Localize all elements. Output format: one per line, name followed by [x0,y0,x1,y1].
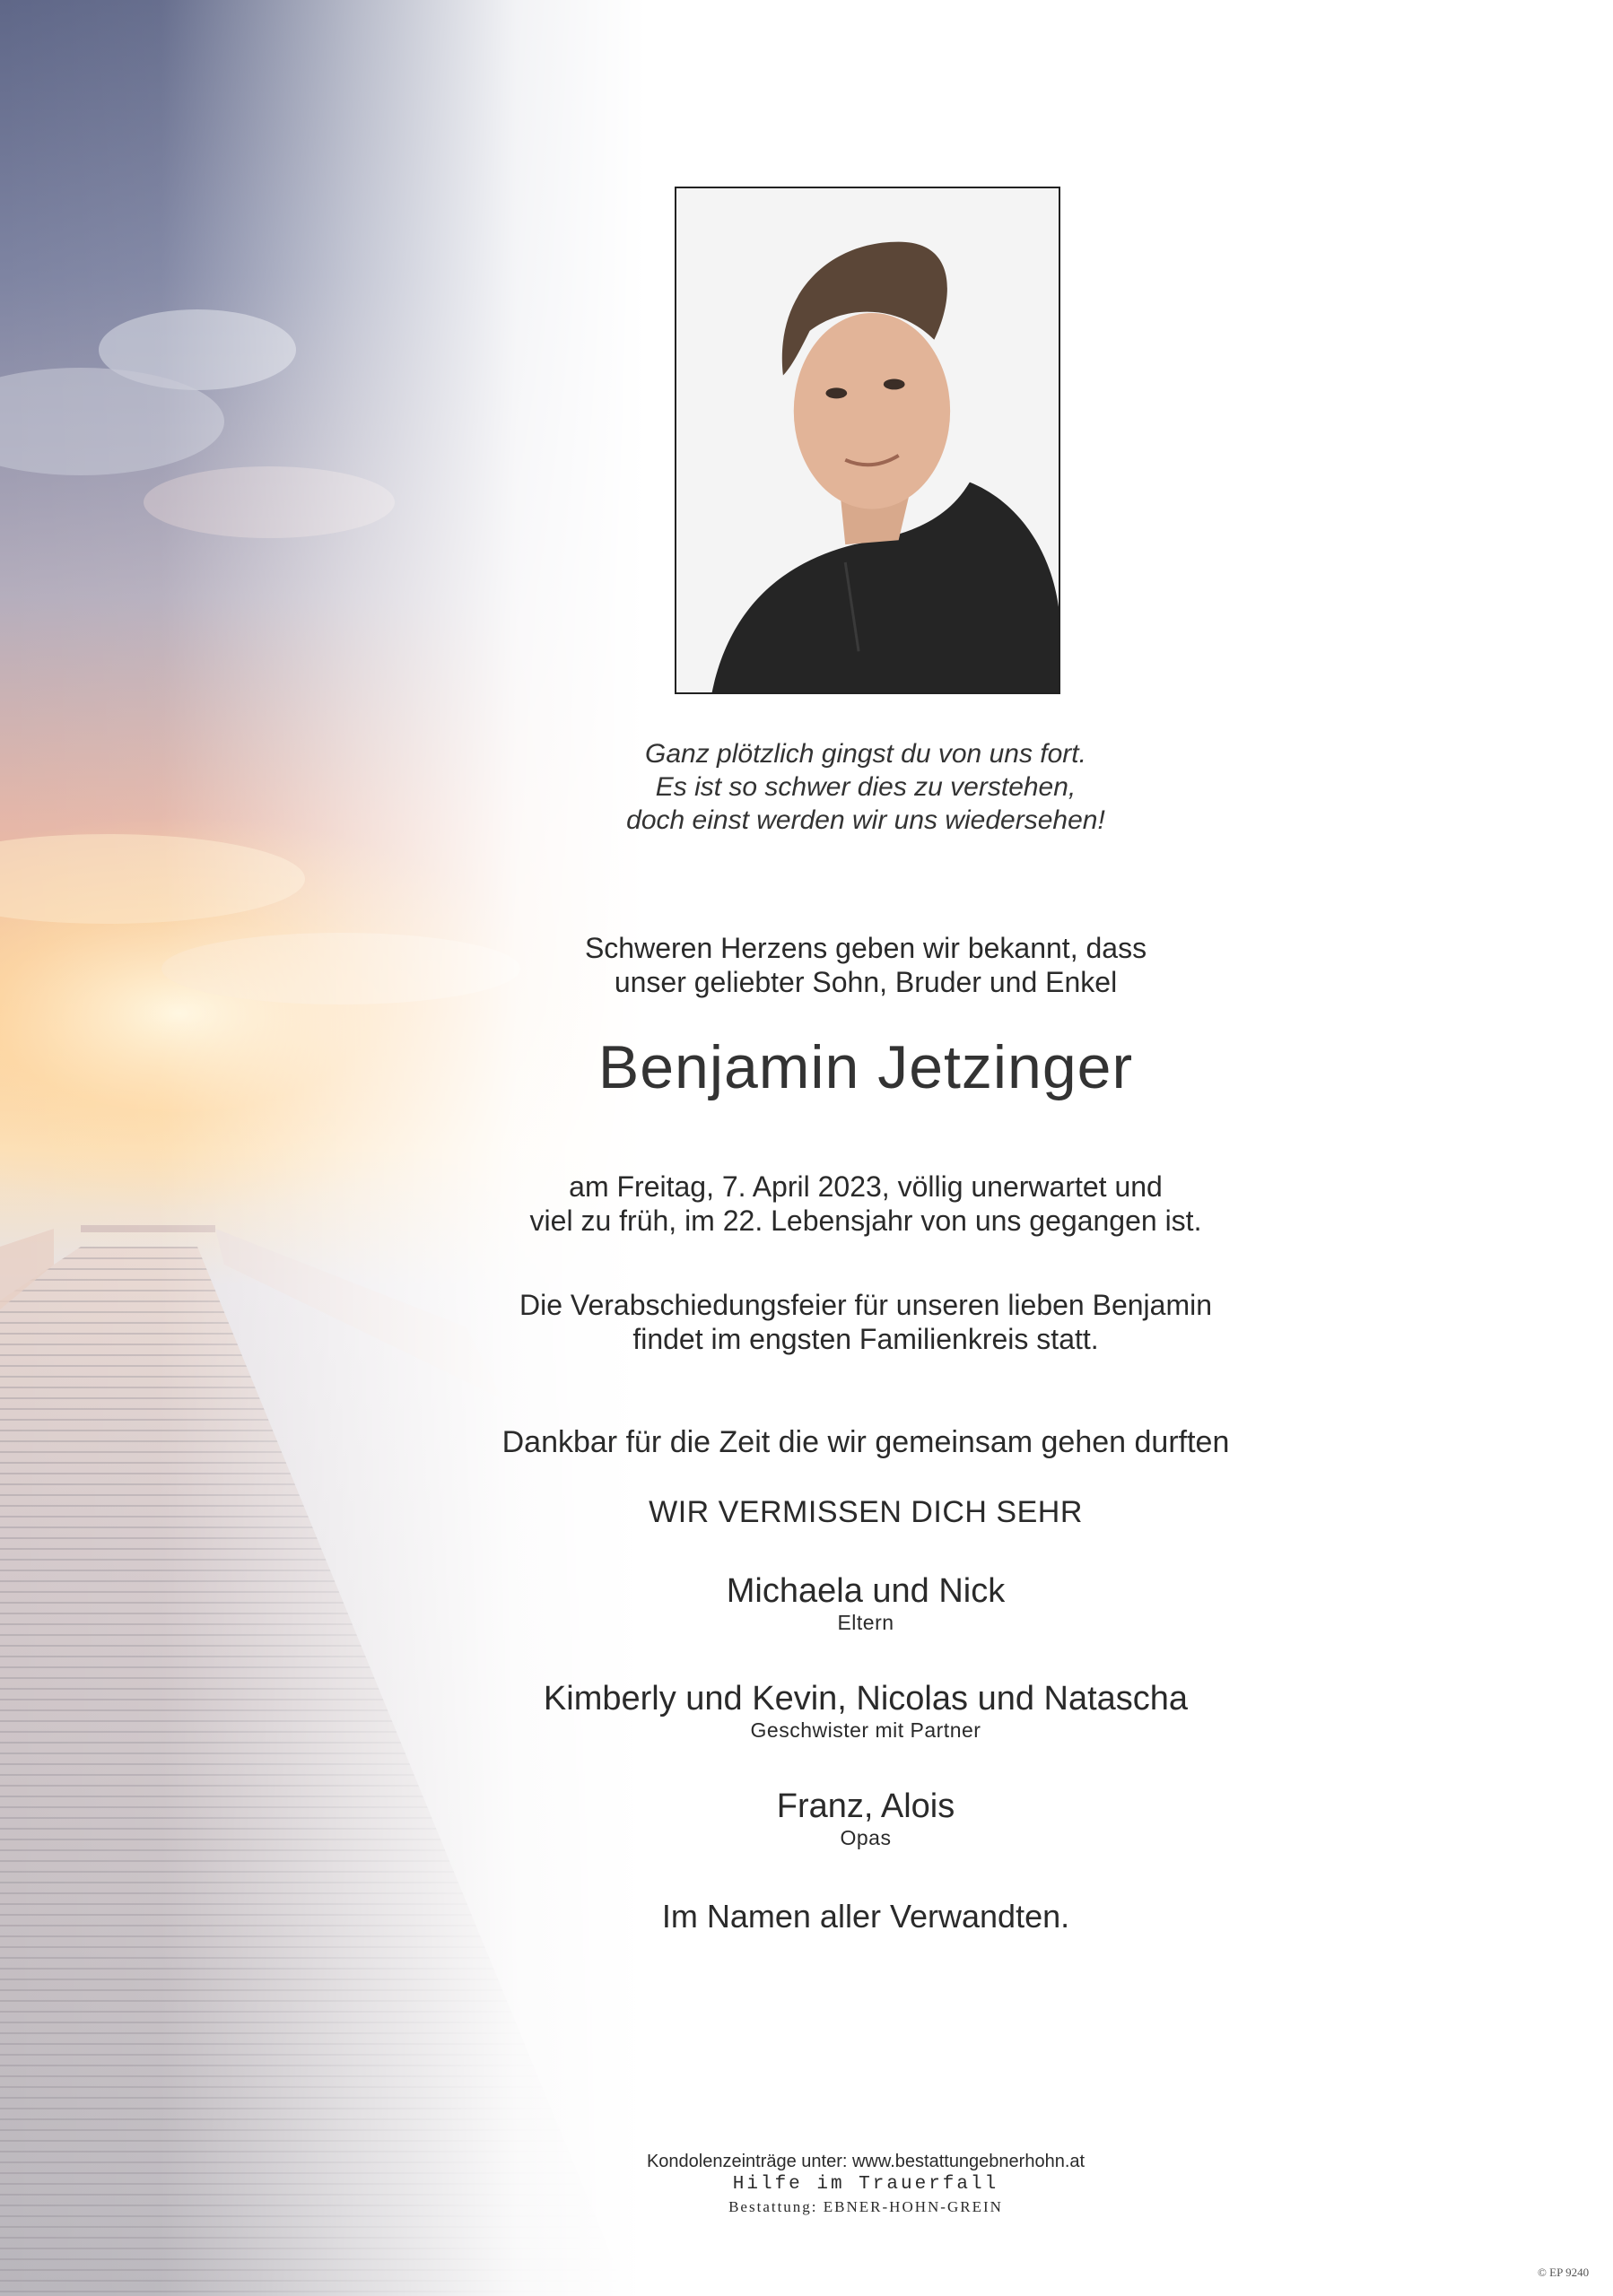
mourner-group [0,1787,1613,1849]
mourner-group [0,1679,1613,1742]
ceremony-line: findet im engsten Familienkreis statt. [632,1323,1099,1355]
ceremony-line: Die Verabschiedungsfeier für unseren lieben Benjamin [519,1289,1213,1321]
portrait-photo [675,187,1060,694]
mourner-name: Kimberly und Kevin, Nicolas und Natascha [543,1680,1189,1718]
help-slogan: Hilfe im Trauerfall [732,2174,999,2195]
death-notice-line: viel zu früh, im 22. Lebensjahr von uns gegangen ist. [529,1205,1202,1237]
footer [0,2151,1613,2218]
intro-line: unser geliebter Sohn, Bruder und Enkel [614,966,1118,998]
deceased-name: Benjamin Jetzinger [597,1033,1134,1101]
mourner-name: Michaela und Nick [726,1572,1006,1610]
mourner-role: Opas [840,1826,892,1849]
intro-line: Schweren Herzens geben wir bekannt, dass [584,932,1147,964]
poem-line: Es ist so schwer dies zu verstehen, [655,772,1077,802]
closing-line: Im Namen aller Verwandten. [661,1898,1070,1935]
thanks-line: Dankbar für die Zeit die wir gemeinsam gehen durften [501,1425,1230,1459]
undertaker [0,2196,1613,2218]
mourner-name: Franz, Alois [776,1787,955,1825]
template-code: © EP 9240 [1538,2266,1590,2279]
death-notice [0,1170,1613,1238]
condolence-link[interactable]: Kondolenzeinträge unter: www.bestattungebnerhohn.at [646,2152,1086,2171]
mourner-role: Geschwister mit Partner [750,1718,981,1742]
undertaker-label: Bestattung: [728,2198,818,2215]
poem-line: doch einst werden wir uns wiedersehen! [626,805,1105,835]
undertaker-name: EBNER-HOHN-GREIN [823,2198,1003,2215]
announcement-intro [0,931,1613,999]
death-notice-line: am Freitag, 7. April 2023, völlig unerwartet und [569,1170,1163,1203]
poem-line: Ganz plötzlich gingst du von uns fort. [645,739,1086,769]
mourner-role: Eltern [837,1611,894,1634]
mourner-group [0,1571,1613,1634]
miss-you-line: WIR VERMISSEN DICH SEHR [649,1495,1083,1529]
ceremony-notice [0,1288,1613,1356]
poem [0,737,1613,837]
